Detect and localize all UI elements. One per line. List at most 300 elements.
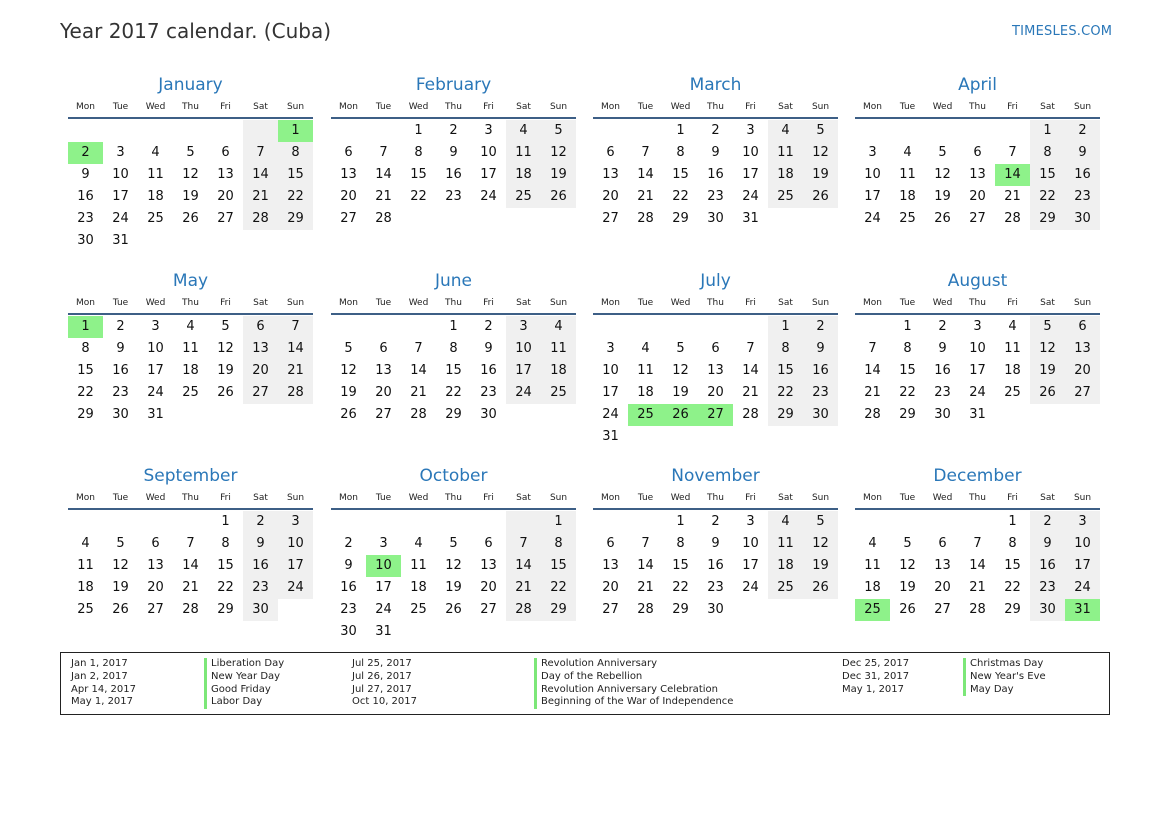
day-cell[interactable]: 4 [186, 319, 195, 334]
day-cell[interactable]: 1 [903, 319, 912, 334]
holiday-day-cell[interactable]: 27 [698, 404, 733, 426]
day-cell[interactable]: 25 [768, 577, 803, 599]
day-cell[interactable]: 11 [541, 338, 576, 360]
day-cell[interactable]: 28 [969, 602, 986, 617]
day-cell[interactable]: 27 [1065, 382, 1100, 404]
day-cell[interactable]: 12 [803, 142, 838, 164]
day-cell[interactable]: 15 [410, 167, 427, 182]
day-cell[interactable]: 17 [969, 363, 986, 378]
day-cell[interactable]: 20 [602, 189, 619, 204]
day-cell[interactable]: 18 [147, 189, 164, 204]
day-cell[interactable]: 17 [112, 189, 129, 204]
day-cell[interactable]: 25 [506, 186, 541, 208]
day-cell[interactable]: 24 [278, 577, 313, 599]
day-cell[interactable]: 28 [278, 382, 313, 404]
day-cell[interactable]: 8 [221, 536, 230, 551]
day-cell[interactable]: 10 [742, 536, 759, 551]
day-cell[interactable]: 5 [221, 319, 230, 334]
day-cell[interactable]: 8 [81, 341, 90, 356]
day-cell[interactable]: 21 [182, 580, 199, 595]
day-cell[interactable]: 18 [768, 164, 803, 186]
day-cell[interactable]: 24 [480, 189, 497, 204]
day-cell[interactable]: 25 [410, 602, 427, 617]
day-cell[interactable]: 3 [1065, 511, 1100, 533]
day-cell[interactable]: 8 [1030, 142, 1065, 164]
day-cell[interactable]: 21 [969, 580, 986, 595]
day-cell[interactable]: 17 [864, 189, 881, 204]
day-cell[interactable]: 4 [903, 145, 912, 160]
day-cell[interactable]: 15 [77, 363, 94, 378]
day-cell[interactable]: 24 [1065, 577, 1100, 599]
day-cell[interactable]: 22 [768, 382, 803, 404]
day-cell[interactable]: 15 [672, 558, 689, 573]
day-cell[interactable]: 26 [803, 186, 838, 208]
day-cell[interactable]: 30 [1030, 599, 1065, 621]
day-cell[interactable]: 26 [340, 407, 357, 422]
day-cell[interactable]: 8 [676, 145, 685, 160]
day-cell[interactable]: 15 [1030, 164, 1065, 186]
day-cell[interactable]: 7 [641, 145, 650, 160]
day-cell[interactable]: 3 [606, 341, 615, 356]
day-cell[interactable]: 1 [449, 319, 458, 334]
day-cell[interactable]: 29 [1030, 208, 1065, 230]
day-cell[interactable]: 4 [506, 120, 541, 142]
day-cell[interactable]: 12 [182, 167, 199, 182]
day-cell[interactable]: 23 [243, 577, 278, 599]
day-cell[interactable]: 23 [1065, 186, 1100, 208]
day-cell[interactable]: 10 [742, 145, 759, 160]
day-cell[interactable]: 12 [899, 558, 916, 573]
day-cell[interactable]: 28 [506, 599, 541, 621]
day-cell[interactable]: 7 [243, 142, 278, 164]
day-cell[interactable]: 11 [182, 341, 199, 356]
day-cell[interactable]: 6 [606, 536, 615, 551]
day-cell[interactable]: 4 [768, 511, 803, 533]
day-cell[interactable]: 22 [278, 186, 313, 208]
day-cell[interactable]: 5 [903, 536, 912, 551]
day-cell[interactable]: 31 [602, 429, 619, 444]
day-cell[interactable]: 28 [375, 211, 392, 226]
holiday-day-cell[interactable]: 10 [366, 555, 401, 577]
day-cell[interactable]: 5 [1030, 316, 1065, 338]
day-cell[interactable]: 21 [410, 385, 427, 400]
day-cell[interactable]: 1 [541, 511, 576, 533]
day-cell[interactable]: 15 [672, 167, 689, 182]
day-cell[interactable]: 14 [637, 558, 654, 573]
day-cell[interactable]: 17 [278, 555, 313, 577]
day-cell[interactable]: 11 [864, 558, 881, 573]
day-cell[interactable]: 22 [541, 577, 576, 599]
day-cell[interactable]: 28 [1004, 211, 1021, 226]
day-cell[interactable]: 26 [1030, 382, 1065, 404]
day-cell[interactable]: 10 [112, 167, 129, 182]
day-cell[interactable]: 4 [151, 145, 160, 160]
holiday-day-cell[interactable]: 2 [68, 142, 103, 164]
day-cell[interactable]: 3 [973, 319, 982, 334]
day-cell[interactable]: 5 [449, 536, 458, 551]
day-cell[interactable]: 26 [803, 577, 838, 599]
day-cell[interactable]: 28 [182, 602, 199, 617]
day-cell[interactable]: 18 [77, 580, 94, 595]
day-cell[interactable]: 23 [934, 385, 951, 400]
day-cell[interactable]: 14 [864, 363, 881, 378]
day-cell[interactable]: 16 [340, 580, 357, 595]
day-cell[interactable]: 19 [672, 385, 689, 400]
day-cell[interactable]: 3 [506, 316, 541, 338]
day-cell[interactable]: 22 [1004, 580, 1021, 595]
day-cell[interactable]: 12 [803, 533, 838, 555]
day-cell[interactable]: 20 [340, 189, 357, 204]
day-cell[interactable]: 27 [340, 211, 357, 226]
day-cell[interactable]: 16 [112, 363, 129, 378]
day-cell[interactable]: 4 [641, 341, 650, 356]
day-cell[interactable]: 19 [541, 164, 576, 186]
day-cell[interactable]: 12 [934, 167, 951, 182]
day-cell[interactable]: 16 [934, 363, 951, 378]
day-cell[interactable]: 23 [707, 189, 724, 204]
day-cell[interactable]: 6 [938, 536, 947, 551]
day-cell[interactable]: 2 [1030, 511, 1065, 533]
day-cell[interactable]: 12 [340, 363, 357, 378]
day-cell[interactable]: 16 [1030, 555, 1065, 577]
holiday-day-cell[interactable]: 1 [278, 120, 313, 142]
day-cell[interactable]: 29 [445, 407, 462, 422]
day-cell[interactable]: 3 [116, 145, 125, 160]
day-cell[interactable]: 21 [1004, 189, 1021, 204]
day-cell[interactable]: 3 [746, 514, 755, 529]
day-cell[interactable]: 19 [112, 580, 129, 595]
day-cell[interactable]: 2 [711, 123, 720, 138]
day-cell[interactable]: 9 [1065, 142, 1100, 164]
day-cell[interactable]: 22 [899, 385, 916, 400]
day-cell[interactable]: 8 [278, 142, 313, 164]
day-cell[interactable]: 7 [379, 145, 388, 160]
day-cell[interactable]: 10 [602, 363, 619, 378]
day-cell[interactable]: 19 [803, 555, 838, 577]
day-cell[interactable]: 11 [1004, 341, 1021, 356]
day-cell[interactable]: 25 [541, 382, 576, 404]
day-cell[interactable]: 11 [410, 558, 427, 573]
day-cell[interactable]: 9 [81, 167, 90, 182]
day-cell[interactable]: 4 [1008, 319, 1017, 334]
day-cell[interactable]: 21 [243, 186, 278, 208]
day-cell[interactable]: 27 [602, 211, 619, 226]
day-cell[interactable]: 16 [1065, 164, 1100, 186]
day-cell[interactable]: 3 [746, 123, 755, 138]
day-cell[interactable]: 24 [506, 382, 541, 404]
day-cell[interactable]: 20 [375, 385, 392, 400]
day-cell[interactable]: 9 [449, 145, 458, 160]
day-cell[interactable]: 16 [480, 363, 497, 378]
day-cell[interactable]: 15 [768, 360, 803, 382]
day-cell[interactable]: 18 [1004, 363, 1021, 378]
day-cell[interactable]: 20 [217, 189, 234, 204]
day-cell[interactable]: 29 [541, 599, 576, 621]
day-cell[interactable]: 30 [112, 407, 129, 422]
day-cell[interactable]: 15 [541, 555, 576, 577]
day-cell[interactable]: 12 [1030, 338, 1065, 360]
day-cell[interactable]: 11 [77, 558, 94, 573]
day-cell[interactable]: 18 [864, 580, 881, 595]
day-cell[interactable]: 12 [445, 558, 462, 573]
day-cell[interactable]: 27 [480, 602, 497, 617]
day-cell[interactable]: 5 [938, 145, 947, 160]
day-cell[interactable]: 30 [480, 407, 497, 422]
day-cell[interactable]: 20 [1065, 360, 1100, 382]
day-cell[interactable]: 31 [147, 407, 164, 422]
day-cell[interactable]: 27 [375, 407, 392, 422]
day-cell[interactable]: 30 [707, 602, 724, 617]
day-cell[interactable]: 13 [1065, 338, 1100, 360]
holiday-day-cell[interactable]: 1 [68, 316, 103, 338]
day-cell[interactable]: 16 [707, 558, 724, 573]
day-cell[interactable]: 3 [379, 536, 388, 551]
day-cell[interactable]: 18 [541, 360, 576, 382]
day-cell[interactable]: 21 [506, 577, 541, 599]
day-cell[interactable]: 21 [637, 189, 654, 204]
day-cell[interactable]: 14 [243, 164, 278, 186]
day-cell[interactable]: 17 [147, 363, 164, 378]
site-logo-text[interactable]: TIMESLES.COM [1012, 24, 1113, 39]
day-cell[interactable]: 13 [480, 558, 497, 573]
day-cell[interactable]: 14 [410, 363, 427, 378]
day-cell[interactable]: 30 [1065, 208, 1100, 230]
day-cell[interactable]: 2 [938, 319, 947, 334]
day-cell[interactable]: 13 [969, 167, 986, 182]
day-cell[interactable]: 13 [217, 167, 234, 182]
day-cell[interactable]: 4 [81, 536, 90, 551]
day-cell[interactable]: 7 [746, 341, 755, 356]
day-cell[interactable]: 5 [344, 341, 353, 356]
day-cell[interactable]: 7 [1008, 145, 1017, 160]
day-cell[interactable]: 2 [711, 514, 720, 529]
day-cell[interactable]: 7 [506, 533, 541, 555]
day-cell[interactable]: 17 [742, 167, 759, 182]
day-cell[interactable]: 25 [1004, 385, 1021, 400]
day-cell[interactable]: 7 [641, 536, 650, 551]
day-cell[interactable]: 24 [864, 211, 881, 226]
day-cell[interactable]: 17 [480, 167, 497, 182]
day-cell[interactable]: 6 [243, 316, 278, 338]
day-cell[interactable]: 10 [864, 167, 881, 182]
day-cell[interactable]: 2 [243, 511, 278, 533]
day-cell[interactable]: 6 [221, 145, 230, 160]
day-cell[interactable]: 9 [243, 533, 278, 555]
day-cell[interactable]: 26 [217, 385, 234, 400]
holiday-day-cell[interactable]: 25 [855, 599, 890, 621]
day-cell[interactable]: 9 [1030, 533, 1065, 555]
day-cell[interactable]: 16 [803, 360, 838, 382]
day-cell[interactable]: 10 [506, 338, 541, 360]
day-cell[interactable]: 20 [707, 385, 724, 400]
day-cell[interactable]: 1 [1008, 514, 1017, 529]
day-cell[interactable]: 28 [742, 407, 759, 422]
day-cell[interactable]: 26 [182, 211, 199, 226]
day-cell[interactable]: 13 [340, 167, 357, 182]
day-cell[interactable]: 18 [506, 164, 541, 186]
day-cell[interactable]: 7 [973, 536, 982, 551]
day-cell[interactable]: 8 [414, 145, 423, 160]
day-cell[interactable]: 31 [969, 407, 986, 422]
day-cell[interactable]: 29 [768, 404, 803, 426]
day-cell[interactable]: 14 [969, 558, 986, 573]
day-cell[interactable]: 22 [410, 189, 427, 204]
day-cell[interactable]: 30 [803, 404, 838, 426]
day-cell[interactable]: 29 [77, 407, 94, 422]
day-cell[interactable]: 20 [934, 580, 951, 595]
day-cell[interactable]: 10 [147, 341, 164, 356]
day-cell[interactable]: 1 [768, 316, 803, 338]
day-cell[interactable]: 7 [186, 536, 195, 551]
day-cell[interactable]: 24 [969, 385, 986, 400]
day-cell[interactable]: 14 [278, 338, 313, 360]
day-cell[interactable]: 17 [1065, 555, 1100, 577]
day-cell[interactable]: 12 [672, 363, 689, 378]
day-cell[interactable]: 3 [278, 511, 313, 533]
day-cell[interactable]: 4 [768, 120, 803, 142]
day-cell[interactable]: 31 [375, 624, 392, 639]
day-cell[interactable]: 4 [868, 536, 877, 551]
day-cell[interactable]: 27 [602, 602, 619, 617]
day-cell[interactable]: 22 [672, 580, 689, 595]
day-cell[interactable]: 2 [449, 123, 458, 138]
day-cell[interactable]: 27 [243, 382, 278, 404]
day-cell[interactable]: 28 [243, 208, 278, 230]
day-cell[interactable]: 5 [541, 120, 576, 142]
day-cell[interactable]: 7 [868, 341, 877, 356]
day-cell[interactable]: 17 [375, 580, 392, 595]
day-cell[interactable]: 27 [217, 211, 234, 226]
day-cell[interactable]: 22 [217, 580, 234, 595]
day-cell[interactable]: 26 [899, 602, 916, 617]
day-cell[interactable]: 24 [742, 189, 759, 204]
day-cell[interactable]: 25 [768, 186, 803, 208]
day-cell[interactable]: 19 [217, 363, 234, 378]
day-cell[interactable]: 13 [602, 558, 619, 573]
day-cell[interactable]: 25 [182, 385, 199, 400]
day-cell[interactable]: 28 [410, 407, 427, 422]
day-cell[interactable]: 16 [707, 167, 724, 182]
day-cell[interactable]: 29 [672, 602, 689, 617]
holiday-day-cell[interactable]: 25 [628, 404, 663, 426]
day-cell[interactable]: 22 [672, 189, 689, 204]
day-cell[interactable]: 4 [414, 536, 423, 551]
day-cell[interactable]: 20 [480, 580, 497, 595]
day-cell[interactable]: 19 [899, 580, 916, 595]
day-cell[interactable]: 4 [541, 316, 576, 338]
day-cell[interactable]: 8 [541, 533, 576, 555]
day-cell[interactable]: 5 [116, 536, 125, 551]
day-cell[interactable]: 3 [484, 123, 493, 138]
day-cell[interactable]: 12 [112, 558, 129, 573]
day-cell[interactable]: 11 [899, 167, 916, 182]
day-cell[interactable]: 21 [278, 360, 313, 382]
day-cell[interactable]: 28 [637, 602, 654, 617]
day-cell[interactable]: 16 [243, 555, 278, 577]
day-cell[interactable]: 21 [742, 385, 759, 400]
day-cell[interactable]: 30 [77, 233, 94, 248]
day-cell[interactable]: 10 [969, 341, 986, 356]
day-cell[interactable]: 25 [147, 211, 164, 226]
day-cell[interactable]: 23 [77, 211, 94, 226]
day-cell[interactable]: 6 [1065, 316, 1100, 338]
day-cell[interactable]: 3 [868, 145, 877, 160]
day-cell[interactable]: 2 [116, 319, 125, 334]
day-cell[interactable]: 9 [938, 341, 947, 356]
day-cell[interactable]: 24 [742, 580, 759, 595]
day-cell[interactable]: 1 [221, 514, 230, 529]
day-cell[interactable]: 8 [1008, 536, 1017, 551]
day-cell[interactable]: 25 [899, 211, 916, 226]
day-cell[interactable]: 6 [711, 341, 720, 356]
day-cell[interactable]: 19 [1030, 360, 1065, 382]
day-cell[interactable]: 9 [344, 558, 353, 573]
day-cell[interactable]: 11 [506, 142, 541, 164]
day-cell[interactable]: 26 [934, 211, 951, 226]
day-cell[interactable]: 14 [637, 167, 654, 182]
day-cell[interactable]: 6 [344, 145, 353, 160]
day-cell[interactable]: 15 [445, 363, 462, 378]
day-cell[interactable]: 26 [112, 602, 129, 617]
day-cell[interactable]: 23 [803, 382, 838, 404]
day-cell[interactable]: 12 [217, 341, 234, 356]
day-cell[interactable]: 24 [602, 407, 619, 422]
day-cell[interactable]: 8 [903, 341, 912, 356]
day-cell[interactable]: 14 [375, 167, 392, 182]
day-cell[interactable]: 5 [186, 145, 195, 160]
day-cell[interactable]: 17 [742, 558, 759, 573]
day-cell[interactable]: 16 [77, 189, 94, 204]
day-cell[interactable]: 5 [803, 120, 838, 142]
day-cell[interactable]: 5 [803, 511, 838, 533]
day-cell[interactable]: 8 [449, 341, 458, 356]
day-cell[interactable]: 24 [375, 602, 392, 617]
day-cell[interactable]: 15 [217, 558, 234, 573]
day-cell[interactable]: 22 [445, 385, 462, 400]
day-cell[interactable]: 30 [340, 624, 357, 639]
day-cell[interactable]: 1 [414, 123, 423, 138]
day-cell[interactable]: 9 [711, 536, 720, 551]
day-cell[interactable]: 2 [803, 316, 838, 338]
day-cell[interactable]: 17 [506, 360, 541, 382]
day-cell[interactable]: 20 [147, 580, 164, 595]
day-cell[interactable]: 9 [711, 145, 720, 160]
day-cell[interactable]: 18 [768, 555, 803, 577]
day-cell[interactable]: 13 [375, 363, 392, 378]
day-cell[interactable]: 11 [768, 533, 803, 555]
day-cell[interactable]: 11 [768, 142, 803, 164]
day-cell[interactable]: 31 [112, 233, 129, 248]
day-cell[interactable]: 29 [1004, 602, 1021, 617]
day-cell[interactable]: 31 [742, 211, 759, 226]
day-cell[interactable]: 6 [151, 536, 160, 551]
day-cell[interactable]: 30 [707, 211, 724, 226]
day-cell[interactable]: 13 [147, 558, 164, 573]
day-cell[interactable]: 21 [864, 385, 881, 400]
day-cell[interactable]: 23 [707, 580, 724, 595]
day-cell[interactable]: 28 [864, 407, 881, 422]
day-cell[interactable]: 9 [803, 338, 838, 360]
day-cell[interactable]: 30 [934, 407, 951, 422]
day-cell[interactable]: 29 [278, 208, 313, 230]
day-cell[interactable]: 21 [637, 580, 654, 595]
day-cell[interactable]: 20 [243, 360, 278, 382]
day-cell[interactable]: 1 [1030, 120, 1065, 142]
day-cell[interactable]: 1 [676, 123, 685, 138]
day-cell[interactable]: 18 [410, 580, 427, 595]
day-cell[interactable]: 11 [147, 167, 164, 182]
day-cell[interactable]: 19 [445, 580, 462, 595]
